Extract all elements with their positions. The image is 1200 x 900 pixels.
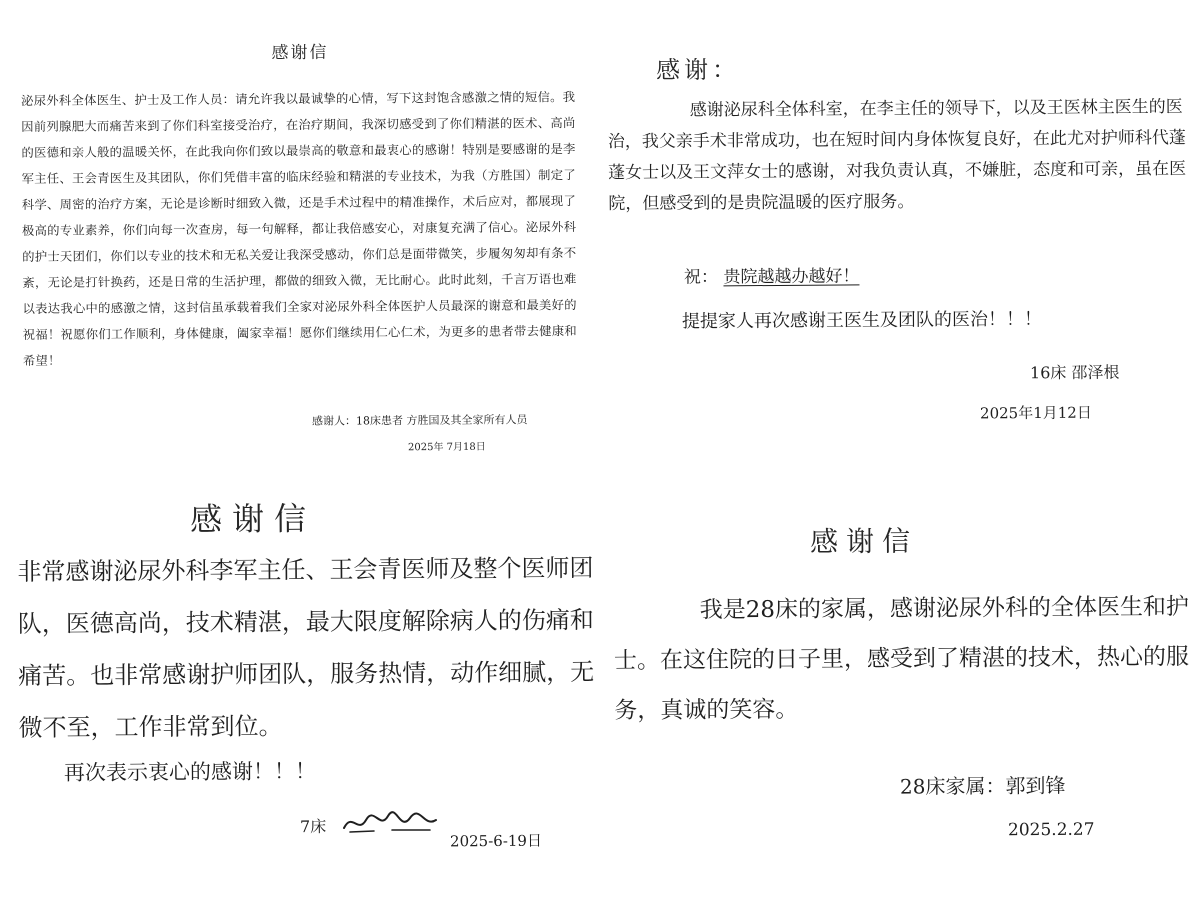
letter-4-signature: 28床家属：郭到锋 [899, 773, 1066, 799]
letter-3-signature: 7床 [299, 816, 327, 837]
letter-2-wish-prefix: 祝： [683, 267, 719, 288]
letter-4-date: 2025.2.27 [1007, 819, 1095, 841]
letter-4-body: 我是28床的家属，感谢泌尿外科的全体医生和护士。在这住院的日子里，感受到了精湛的技术，热心的服务，真诚的笑容。 [613, 594, 1190, 725]
letter-1-date: 2025年 7月18日 [407, 441, 486, 454]
thank-you-letter-3 [0, 470, 600, 900]
letter-1-title: 感谢信 [271, 42, 329, 64]
letter-3-date: 2025-6-19日 [449, 831, 543, 851]
letter-2-body: 感谢泌尿科全体科室，在李主任的领导下，以及王医林主医生的医治，我父亲手术非常成功，也在短时间内身体恢复良好，在此尤对护师科代蓬蓬女士以及王文萍女士的感谢，对我负责认真，不嫌脏，态度和可亲，虽在医院，但感受到的是贵院温暖的医疗服务。 [607, 97, 1187, 215]
letter-3-title: 感谢信 [189, 499, 317, 539]
letter-4-title: 感谢信 [809, 524, 919, 559]
letter-2-wish-line-2: 提提家人再次感谢王医生及团队的医治！！！ [681, 308, 1043, 333]
letter-3-body: 非常感谢泌尿外科李军主任、王会青医师及整个医师团队，医德高尚，技术精湛，最大限度解除病人的伤痛和痛苦。也非常感谢护师团队，服务热情，动作细腻，无微不至，工作非常到位。 [17, 554, 595, 743]
letter-2-wish-text: 贵院越越办越好！ [723, 266, 860, 288]
letter-2-signature: 16床 邵泽根 [1029, 362, 1120, 383]
letter-2-wish-line-1 [684, 261, 860, 287]
thank-you-letter-2 [600, 0, 1200, 470]
letter-2-title: 感谢： [655, 55, 741, 85]
letter-1-signature: 感谢人：18床患者 方胜国及其全家所有人员 [311, 413, 528, 428]
thank-you-letter-4 [600, 470, 1200, 900]
letter-1-body: 泌尿外科全体医生、护士及工作人员：请允许我以最诚挚的心情，写下这封饱含感激之情的短信。我因前列腺肥大而痛苦来到了你们科室接受治疗，在治疗期间，我深切感受到了你们精湛的医术、高尚的医德和亲人般的温暖关怀，在此我向你们致以最崇高的敬意和最衷心的感谢！特别是要感谢的是李军主任、王会青医生及其团队，你们凭借丰富的临床经验和精湛的专业技术，为我（方胜国）制定了科学、周密的治疗方案，无论是诊断时细致入微，还是手术过程中的精准操作，术后应对，都展现了极高的专业素养，你们向每一次查房，每一句解释，都让我倍感安心，对康复充满了信心。泌尿外科的护士天团们，你们以专业的技术和无私关爱让我深受感动，你们总是面带微笑，步履匆匆却有条不紊，无论是打针换药，还是日常的生活护理，都做的细致入微，无比耐心。此时此刻，千言万语也难以表达我心中的感激之情，这封信虽承载着我们全家对泌尿外科全体医护人员最深的谢意和最美好的祝福！祝愿你们工作顺利，身体健康，阖家幸福！愿你们继续用仁心仁术，为更多的患者带去健康和希望！ [21, 90, 578, 368]
letter-2-date: 2025年1月12日 [979, 403, 1092, 423]
thank-you-letter-1 [0, 0, 600, 470]
letter-3-handwritten-signature [340, 806, 440, 838]
letter-3-closing: 再次表示衷心的感谢！！！ [63, 759, 317, 785]
